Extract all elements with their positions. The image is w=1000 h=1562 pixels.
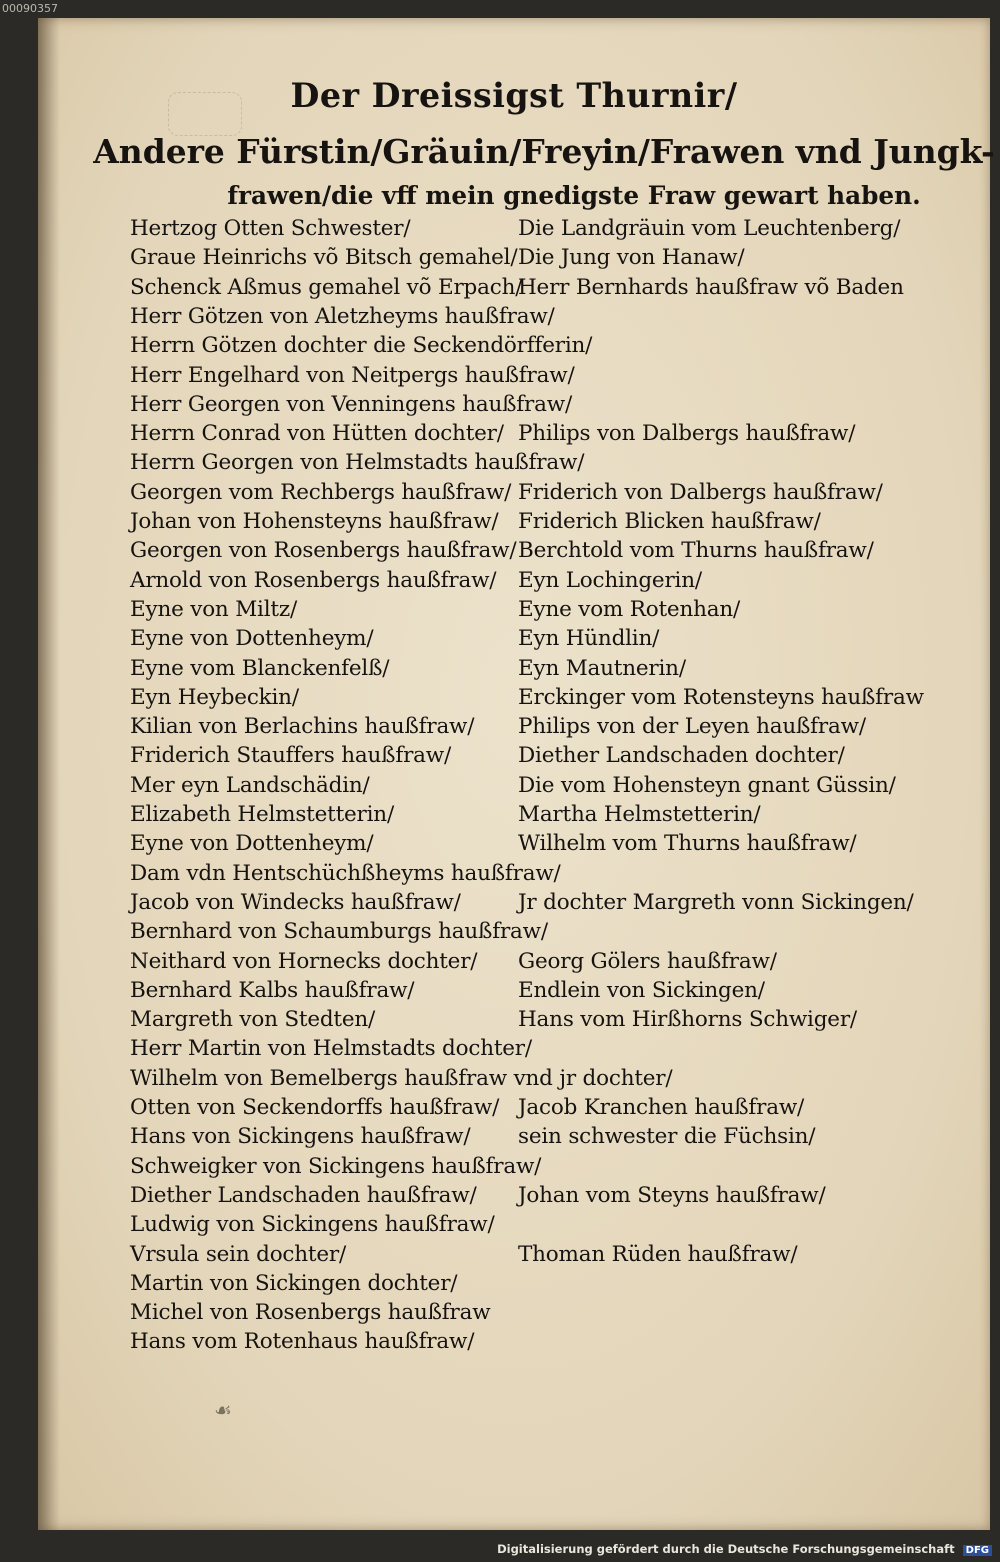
list-row (38, 861, 990, 889)
list-row (38, 275, 990, 303)
list-entry-left: Hertzog Otten Schwester/ (130, 216, 411, 241)
list-row (38, 1271, 990, 1299)
list-row (38, 1212, 990, 1240)
list-entry-right: Jr dochter Margreth vonn Sickingen/ (518, 889, 914, 915)
digitization-footer (497, 1542, 992, 1556)
list-row (38, 685, 990, 713)
list-row (38, 743, 990, 771)
list-entry-left: Herrn Götzen dochter die Seckendörfferin/ (130, 333, 593, 359)
list-entry-left: Herrn Georgen von Helmstadts haußfraw/ (130, 450, 585, 476)
list-entry-left: Johan von Hohensteyns haußfraw/ (130, 509, 499, 534)
list-row (38, 890, 990, 918)
list-entry-right: Georg Gölers haußfraw/ (518, 948, 777, 974)
list-entry-left: Vrsula sein dochter/ (130, 1241, 347, 1267)
list-entry-right: Erckinger vom Rotensteyns haußfraw (518, 684, 924, 710)
list-row (38, 1242, 990, 1270)
list-row (38, 626, 990, 654)
list-entry-right: Herr Bernhards haußfraw võ Baden (518, 274, 904, 300)
list-row (38, 480, 990, 508)
list-entry-left: Margreth von Stedten/ (130, 1007, 376, 1033)
list-entry-left: Herr Engelhard von Neitpergs haußfraw/ (130, 362, 575, 388)
list-row (38, 1066, 990, 1094)
list-entry-left: Arnold von Rosenbergs haußfraw/ (130, 567, 497, 593)
list-row (38, 216, 990, 244)
list-entry-right: Philips von der Leyen haußfraw/ (518, 714, 866, 740)
list-entry-left: Eyne von Miltz/ (130, 596, 297, 622)
list-entry-left: Kilian von Berlachins haußfraw/ (130, 714, 475, 740)
list-entry-left: Herr Georgen von Venningens haußfraw/ (130, 391, 572, 417)
list-row (38, 949, 990, 977)
list-entry-right: Friderich von Dalbergs haußfraw/ (518, 479, 883, 505)
list-entry-left: Bernhard Kalbs haußfraw/ (130, 977, 415, 1003)
list-row (38, 1183, 990, 1211)
list-row (38, 1007, 990, 1035)
list-entry-right: Die Landgräuin vom Leuchtenberg/ (518, 216, 901, 241)
list-entry-left: Dam vdn Hentschüchßheyms haußfraw/ (130, 860, 561, 886)
list-entry-left: Eyne von Dottenheym/ (130, 626, 374, 652)
list-entry-right: Hans vom Hirßhorns Schwiger/ (518, 1007, 857, 1033)
list-entry-right: Die vom Hohensteyn gnant Güssin/ (518, 772, 896, 798)
page-subtitle-continuation: frawen/die vff mein gnedigste Fraw gewart haben. (227, 181, 921, 210)
list-entry-left: Hans vom Rotenhaus haußfraw/ (130, 1329, 475, 1355)
list-row (38, 919, 990, 947)
list-entry-right: Eyn Hündlin/ (518, 626, 660, 652)
list-entry-left: Martin von Sickingen dochter/ (130, 1270, 458, 1296)
list-row (38, 392, 990, 420)
list-entry-left: Jacob von Windecks haußfraw/ (130, 889, 461, 915)
list-entry-left: Schweigker von Sickingens haußfraw/ (130, 1153, 542, 1179)
list-entry-right: Diether Landschaden dochter/ (518, 743, 845, 769)
list-entry-left: Otten von Seckendorffs haußfraw/ (130, 1095, 500, 1120)
list-entry-right: Thoman Rüden haußfraw/ (518, 1241, 798, 1267)
dfg-logo: DFG (963, 1545, 992, 1556)
list-entry-left: Friderich Stauffers haußfraw/ (130, 743, 452, 769)
list-entry-right: Eyn Lochingerin/ (518, 567, 702, 593)
list-entry-right: sein schwester die Füchsin/ (518, 1124, 816, 1150)
list-entry-left: Elizabeth Helmstetterin/ (130, 802, 394, 827)
list-entry-right: Philips von Dalbergs haußfraw/ (518, 421, 856, 447)
list-row (38, 597, 990, 625)
list-row (38, 568, 990, 596)
list-entry-left: Herr Martin von Helmstadts dochter/ (130, 1036, 532, 1062)
list-entry-left: Eyne von Dottenheym/ (130, 831, 374, 857)
list-entry-right: Eyne vom Rotenhan/ (518, 596, 741, 622)
list-row (38, 802, 990, 830)
list-row (38, 245, 990, 273)
list-row (38, 509, 990, 537)
ornament-mark: ☙ (214, 1398, 232, 1422)
list-entry-left: Hans von Sickingens haußfraw/ (130, 1124, 471, 1150)
list-row (38, 1154, 990, 1182)
list-entry-left: Eyne vom Blanckenfelß/ (130, 655, 390, 681)
list-entry-left: Wilhelm von Bemelbergs haußfraw vnd jr dochter/ (130, 1065, 673, 1091)
list-entry-left: Graue Heinrichs võ Bitsch gemahel/ (130, 245, 518, 271)
page-title: Der Dreissigst Thurnir/ (290, 76, 738, 115)
footer-text: Digitalisierung gefördert durch die Deutsche Forschungsgemeinschaft (497, 1542, 955, 1556)
list-row (38, 363, 990, 391)
list-row (38, 1095, 990, 1123)
list-entry-right: Johan vom Steyns haußfraw/ (518, 1182, 826, 1208)
list-row (38, 450, 990, 478)
list-entry-left: Ludwig von Sickingens haußfraw/ (130, 1212, 495, 1238)
list-row (38, 421, 990, 449)
list-entry-left: Mer eyn Landschädin/ (130, 772, 370, 798)
list-entry-left: Bernhard von Schaumburgs haußfraw/ (130, 919, 548, 945)
list-row (38, 773, 990, 801)
list-entry-left: Georgen von Rosenbergs haußfraw/ (130, 538, 517, 564)
name-list (38, 18, 990, 1530)
list-row (38, 714, 990, 742)
list-entry-right: Jacob Kranchen haußfraw/ (518, 1095, 805, 1120)
list-entry-left: Georgen vom Rechbergs haußfraw/ (130, 479, 512, 505)
list-row (38, 333, 990, 361)
list-row (38, 1300, 990, 1328)
list-entry-right: Berchtold vom Thurns haußfraw/ (518, 538, 874, 564)
list-entry-right: Wilhelm vom Thurns haußfraw/ (518, 831, 857, 857)
list-row (38, 831, 990, 859)
list-entry-left: Neithard von Hornecks dochter/ (130, 948, 478, 974)
list-entry-left: Michel von Rosenbergs haußfraw (130, 1300, 491, 1326)
scan-id: 00090357 (2, 2, 58, 15)
list-entry-right: Eyn Mautnerin/ (518, 655, 686, 681)
list-entry-left: Herrn Conrad von Hütten dochter/ (130, 421, 504, 447)
list-entry-right: Die Jung von Hanaw/ (518, 245, 745, 271)
list-row (38, 538, 990, 566)
list-entry-right: Friderich Blicken haußfraw/ (518, 509, 821, 534)
list-row (38, 1329, 990, 1357)
page-subtitle: Andere Fürstin/Gräuin/Freyin/Frawen vnd Jungk- (93, 132, 995, 171)
list-entry-right: Endlein von Sickingen/ (518, 977, 765, 1003)
list-row (38, 304, 990, 332)
list-row (38, 1124, 990, 1152)
list-entry-left: Diether Landschaden haußfraw/ (130, 1182, 477, 1208)
book-page (38, 18, 995, 1530)
list-row (38, 656, 990, 684)
list-entry-right: Martha Helmstetterin/ (518, 802, 761, 827)
list-row (38, 978, 990, 1006)
list-entry-left: Schenck Aßmus gemahel võ Erpach/ (130, 274, 523, 300)
list-entry-left: Eyn Heybeckin/ (130, 684, 299, 710)
list-entry-left: Herr Götzen von Aletzheyms haußfraw/ (130, 303, 555, 329)
list-row (38, 1036, 990, 1064)
